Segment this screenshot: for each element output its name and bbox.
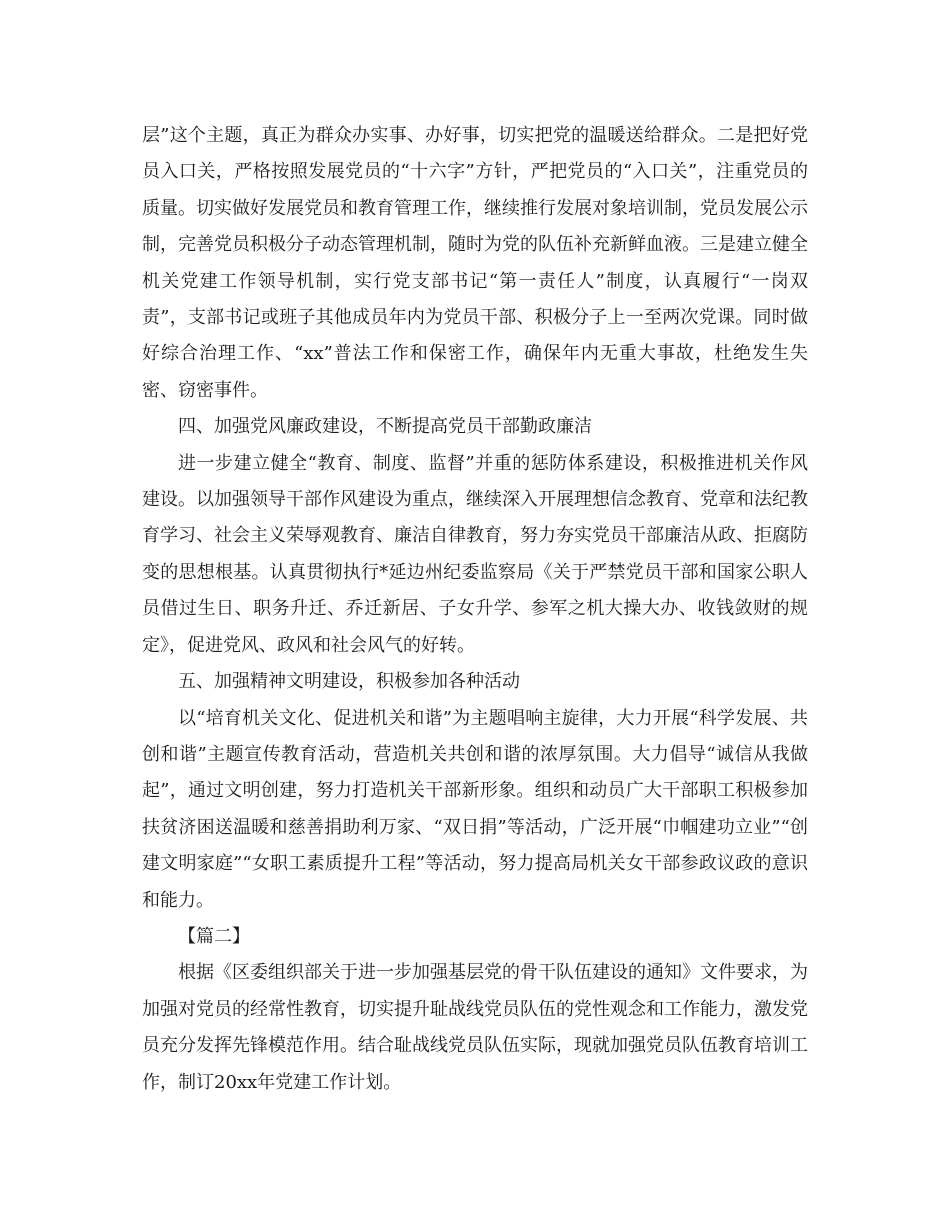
section-heading-four: 四、加强党风廉政建设，不断提高党员干部勤政廉洁 — [178, 416, 592, 438]
section-heading-five: 五、加强精神文明建设，积极参加各种活动 — [178, 671, 520, 693]
document-body — [142, 118, 808, 1101]
paragraph-plan-intro: 根据《区委组织部关于进一步加强基层党的骨干队伍建设的通知》文件要求，为加强对党员的经常性教育，切实提升耻战线党员队伍的党性观念和工作能力，激发党员充分发挥先锋模范作用。结合耻战线党员队伍实际，现就加强党员队伍教育培训工作，制订20xx年党建工作计划。 — [142, 962, 808, 1093]
part-two-heading: 【篇二】 — [178, 925, 250, 947]
paragraph-party-conduct: 进一步建立健全“教育、制度、监督”并重的惩防体系建设，积极推进机关作风建设。以加强领导干部作风建设为重点，继续深入开展理想信念教育、党章和法纪教育学习、社会主义荣辱观教育、廉洁自律教育，努力夯实党员干部廉洁从政、拒腐防变的思想根基。认真贯彻执行*延边州纪委监察局《关于严禁党员干部和国家公职人员借过生日、职务升迁、乔迁新居、子女升学、参军之机大操大办、收钱敛财的规定》，促进党风、政风和社会风气的好转。 — [142, 452, 808, 656]
paragraph-civilization: 以“培育机关文化、促进机关和谐”为主题唱响主旋律，大力开展“科学发展、共创和谐”主题宣传教育活动，营造机关共创和谐的浓厚氛围。大力倡导“诚信从我做起”，通过文明创建，努力打造机关干部新形象。组织和动员广大干部职工积极参加扶贫济困送温暖和慈善捐助利万家、“双日捐”等活动，广泛开展“巾帼建功立业”“创建文明家庭”“女职工素质提升工程”等活动，努力提高局机关女干部参政议政的意识和能力。 — [142, 707, 808, 911]
paragraph-continuation: 层”这个主题，真正为群众办实事、办好事，切实把党的温暖送给群众。二是把好党员入口关，严格按照发展党员的“十六字”方针，严把党员的“入口关”，注重党员的质量。切实做好发展党员和教育管理工作，继续推行发展对象培训制，党员发展公示制，完善党员积极分子动态管理机制，随时为党的队伍补充新鲜血液。三是建立健全机关党建工作领导机制，实行党支部书记“第一责任人”制度，认真履行“一岗双责”，支部书记或班子其他成员年内为党员干部、积极分子上一至两次党课。同时做好综合治理工作、“xx”普法工作和保密工作，确保年内无重大事故，杜绝发生失密、窃密事件。 — [142, 125, 808, 401]
